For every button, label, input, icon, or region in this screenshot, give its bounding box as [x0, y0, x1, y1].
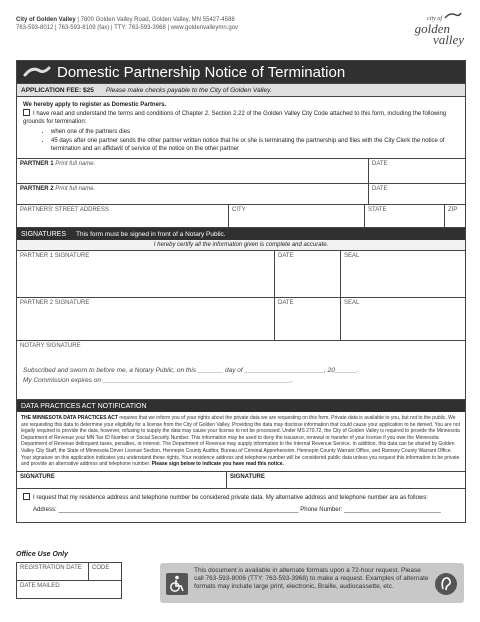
city-field[interactable]: CITY: [229, 205, 365, 227]
intro-bold: We hereby apply to register as Domestic Partners.: [23, 102, 167, 108]
partner1-signature-row: [17, 251, 465, 298]
logo-golden: golden: [414, 21, 450, 36]
list-item: • 45 days after one partner sends the other partner written notice that he or she is terminating the partnership and files with the City Clerk the notice of termination and an affidavit of service of the notice on the other partner: [51, 137, 459, 153]
terms-checkbox[interactable]: [23, 109, 30, 116]
form-title-bar: [17, 61, 465, 83]
dpa-signature-field[interactable]: SIGNATURE: [17, 472, 227, 488]
partner2-name-field[interactable]: PARTNER 2 Print full name.: [17, 184, 369, 204]
list-item: • when one of the partners dies: [51, 128, 459, 136]
partner2-signature-date[interactable]: DATE: [275, 298, 341, 340]
fee-note: Please make checks payable to the City of Golden Valley.: [105, 86, 272, 94]
dpa-body: requires that we inform you of your rights about the private data we are requesting on this form. Private data is available to you, but not to the public. We are requesting this data to determine your eligibility for a license from the City of Golden Valley. Providing the data may disclose information that could cause your application to be denied. You are not legally required to provide the data, however, refusing to supply the data may cause your license to not be processed. Under MS 270.72, the City of Golden Valley is required to provide the Minnesota Department of Revenue your MN Tax ID Number or Social Security Number. This information may be used to deny the issuance, renewal or transfer of your license if you owe the Minnesota Department of Revenue delinquent taxes, penalties, or interest. The Department of Revenue may supply information to the Internal Revenue Service. In addition, this data can be shared by Golden Valley City Staff, the State of Minnesota Driver License Section, Hennepin County Auditor, Bureau of Criminal Apprehension, Hennepin County Warrant Office, and Ramsey County Warrant Office. Your signature on this application indicates you understand these rights. Your residence address and telephone number will be considered public data unless you request this information to be private and provide an alternative address and telephone number.: [21, 415, 460, 468]
partner1-signature-date[interactable]: DATE: [275, 251, 341, 297]
dpa-bar: [17, 400, 465, 412]
date-mailed-field[interactable]: DATE MAILED: [20, 583, 60, 589]
logo-city-of: city of: [427, 16, 442, 22]
fee-bar: [17, 83, 465, 97]
partner2-signature-row: [17, 298, 465, 341]
city-logo: [398, 12, 464, 46]
notary-statement: Subscribed and sworn to before me, a Notary Public, on this _______ day of ______________________, 20______.: [23, 367, 359, 374]
notary-section: [17, 341, 465, 400]
partner1-row: [17, 159, 465, 184]
partner2-date-field[interactable]: DATE: [372, 186, 388, 192]
office-use-label: Office Use Only: [16, 551, 69, 558]
termination-grounds: [23, 128, 459, 153]
state-field[interactable]: STATE: [365, 205, 445, 227]
partner2-signature-field[interactable]: PARTNER 2 SIGNATURE: [17, 298, 275, 340]
notary-signature-field[interactable]: NOTARY SIGNATURE: [20, 343, 81, 349]
alternate-formats-notice: [160, 563, 464, 603]
dpa-lead: THE MINNESOTA DATA PRACTICES ACT: [21, 415, 118, 421]
dpa-signature-field-2[interactable]: SIGNATURE: [230, 473, 265, 480]
office-row: [17, 581, 121, 598]
wheelchair-icon: [166, 573, 188, 595]
intro-text: I have read and understand the terms and conditions of Chapter 2, Section 2.22 of the Golden Valley City Code attached to this form, including the following grounds for termination:: [23, 111, 447, 125]
private-data-checkbox[interactable]: [23, 493, 30, 500]
partner1-seal: SEAL: [344, 253, 360, 259]
dpa-emphasis: Please sign below to indicate you have read this notice.: [151, 461, 284, 468]
certify-statement: I hereby certify all the information given is complete and accurate.: [17, 240, 465, 251]
org-contact: 763-593-8012 | 763-593-8109 (fax) | TTY: 763-593-3968 | www.goldenvalleymn.gov: [16, 25, 239, 31]
office-row: [17, 563, 121, 581]
signatures-bar: [17, 228, 465, 240]
dpa-signature-row: [17, 472, 465, 489]
registration-date-field[interactable]: REGISTRATION DATE: [17, 563, 89, 580]
termination-form: [16, 60, 466, 523]
dpa-notice: [17, 412, 465, 472]
ada-text: This document is available in alternate formats upon a 72-hour request. Please call 763-593-8006 (TTY: 763-593-3968) to make a request. Examples of alternate formats may include large print, electronic, Braille, audiocassette, etc.: [194, 567, 429, 590]
commission-expiry: My Commission expires on ____________________________________________________.: [23, 377, 293, 384]
partner1-signature-field[interactable]: PARTNER 1 SIGNATURE: [17, 251, 275, 297]
dpa-heading: DATA PRACTICES ACT NOTIFICATION: [21, 402, 147, 410]
office-use-table: [16, 562, 122, 599]
private-data-request: [17, 489, 465, 522]
street-field[interactable]: PARTNERS' STREET ADDRESS: [17, 205, 229, 227]
zip-field[interactable]: ZIP: [448, 207, 458, 213]
signatures-heading: SIGNATURES: [21, 230, 66, 238]
leaf-icon: [444, 12, 462, 20]
alt-address-line[interactable]: Address: ________________________________________________________________________ Phone Number: _____________________________: [33, 506, 441, 513]
partner1-name-field[interactable]: PARTNER 1 Print full name.: [17, 159, 369, 183]
city-header: City of Golden Valley | 7800 Golden Valley Road, Golden Valley, MN 55427-4588 763-593-8012 | 763-593-8109 (fax) | TTY: 763-593-3968 | www.goldenvalleymn.gov: [16, 16, 346, 32]
hearing-assist-icon: [434, 572, 458, 596]
request-text: I request that my residence address and telephone number be considered private data. My alternative address and telephone number are as follows:: [33, 494, 428, 501]
partner2-seal: SEAL: [344, 300, 360, 306]
intro-section: [17, 97, 465, 159]
org-address: 7800 Golden Valley Road, Golden Valley, MN 55427-4588: [80, 17, 235, 23]
fee-label: APPLICATION FEE: $25: [21, 86, 94, 94]
form-title: Domestic Partnership Notice of Termination: [57, 63, 346, 81]
org-name: City of Golden Valley: [16, 17, 76, 23]
leaf-icon: [23, 65, 51, 79]
logo-valley: valley: [432, 32, 464, 47]
partner1-date-field[interactable]: DATE: [372, 161, 388, 167]
address-row: [17, 205, 465, 228]
partner2-row: [17, 184, 465, 205]
code-field[interactable]: CODE: [92, 565, 110, 571]
signatures-subheading: This form must be signed in front of a Notary Public.: [76, 230, 226, 238]
